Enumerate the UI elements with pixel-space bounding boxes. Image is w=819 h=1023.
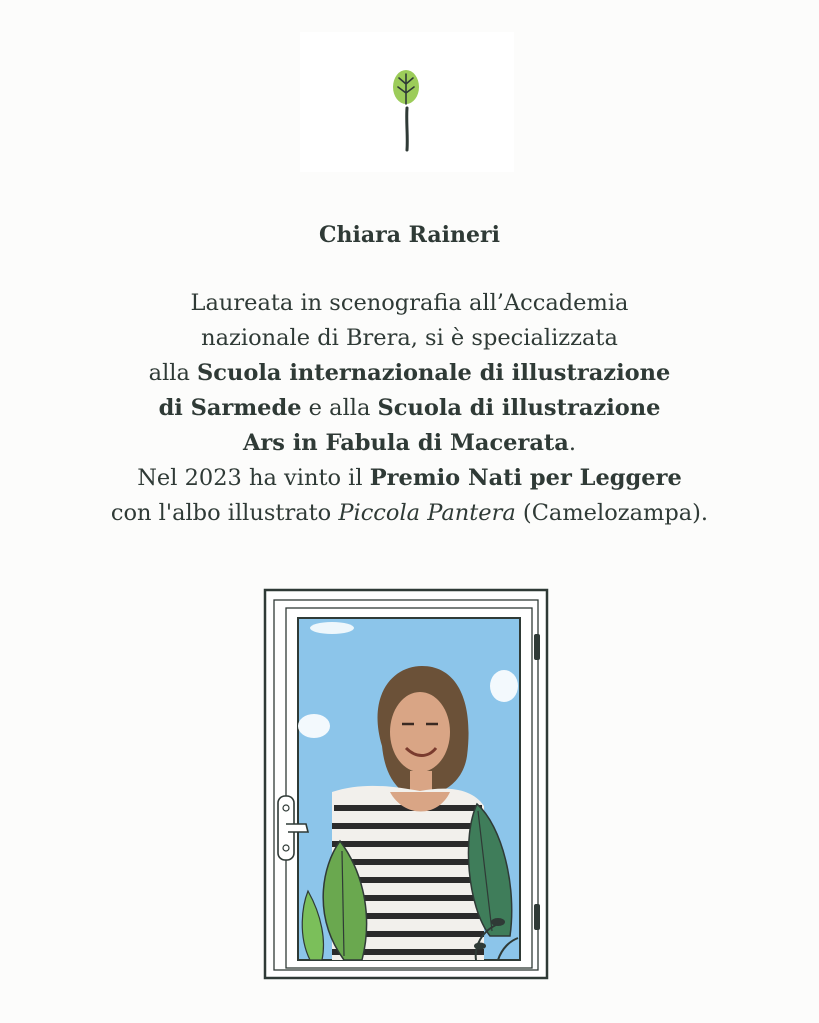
book-title: Piccola Pantera bbox=[338, 500, 516, 526]
sapling-icon bbox=[300, 32, 514, 172]
bio-line bbox=[0, 286, 819, 321]
bio-text: con l'albo illustrato bbox=[110, 500, 339, 526]
window-portrait-illustration bbox=[262, 586, 552, 982]
bio-line bbox=[0, 391, 819, 426]
bio-text: alla bbox=[148, 360, 198, 386]
bio-text: (Camelozampa). bbox=[515, 500, 709, 526]
school-name: Scuola di illustrazione bbox=[377, 395, 661, 421]
bio-text: . bbox=[568, 430, 577, 456]
bio-line bbox=[0, 356, 819, 391]
school-name: Scuola internazionale di illustrazione bbox=[197, 360, 671, 386]
author-name: Chiara Raineri bbox=[319, 222, 500, 248]
school-name: di Sarmede bbox=[158, 395, 302, 421]
bio-line bbox=[0, 321, 819, 356]
bio-text: e alla bbox=[301, 395, 378, 421]
award-name: Premio Nati per Leggere bbox=[369, 465, 682, 491]
bio-text: Laureata in scenografia all’Accademia bbox=[190, 290, 629, 316]
bio-text: Nel 2023 ha vinto il bbox=[137, 465, 370, 491]
logo-card bbox=[300, 32, 514, 172]
portrait-window bbox=[262, 586, 552, 982]
bio-line bbox=[0, 496, 819, 531]
author-bio bbox=[0, 286, 819, 531]
bio-text: nazionale di Brera, si è specializzata bbox=[201, 325, 618, 351]
bio-line bbox=[0, 426, 819, 461]
bio-line bbox=[0, 461, 819, 496]
school-name: Ars in Fabula di Macerata bbox=[242, 430, 569, 456]
